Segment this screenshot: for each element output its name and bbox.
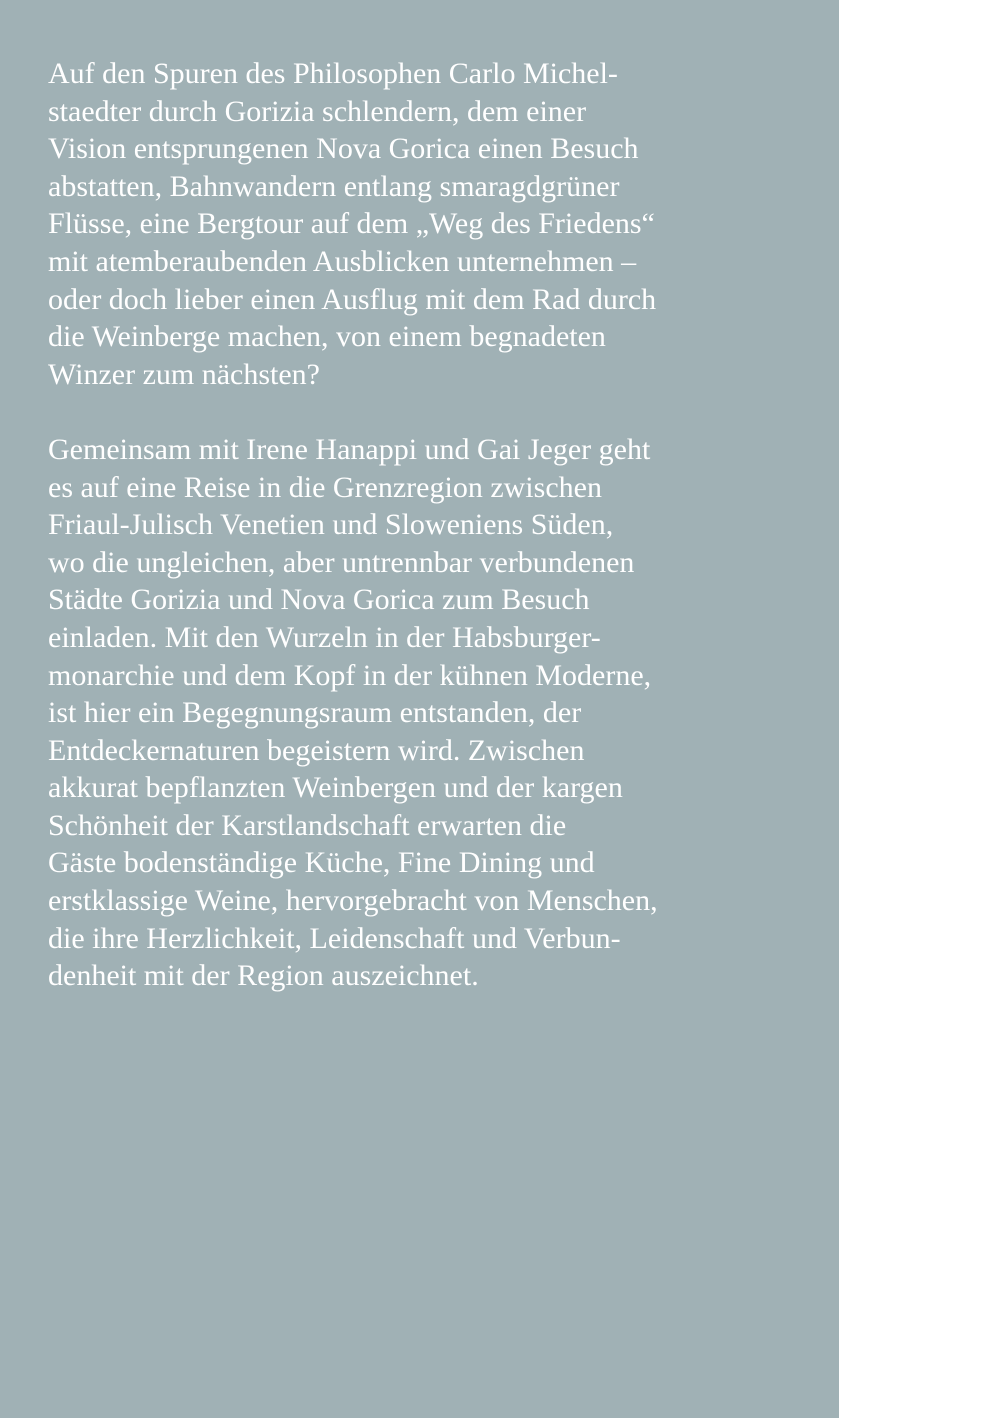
paragraph-1 <box>48 55 788 393</box>
text-line: akkurat bepflanzten Weinbergen und der kargen <box>48 771 623 805</box>
text-line: es auf eine Reise in die Grenzregion zwischen <box>48 470 602 504</box>
paragraph-gap <box>48 393 788 431</box>
text-line: erstklassige Weine, hervorgebracht von Menschen, <box>48 884 658 918</box>
text-line: Gäste bodenständige Küche, Fine Dining und <box>48 846 595 880</box>
text-line: einladen. Mit den Wurzeln in der Habsburger- <box>48 620 601 654</box>
text-line: denheit mit der Region auszeichnet. <box>48 959 479 993</box>
text-line: wo die ungleichen, aber untrennbar verbundenen <box>48 545 635 579</box>
text-line: Vision entsprungenen Nova Gorica einen Besuch <box>48 132 639 166</box>
text-line: oder doch lieber einen Ausflug mit dem Rad durch <box>48 282 657 316</box>
blurb-text <box>48 55 788 995</box>
text-line: Friaul-Julisch Venetien und Sloweniens Süden, <box>48 508 614 542</box>
text-line: Schönheit der Karstlandschaft erwarten die <box>48 808 567 842</box>
text-line: mit atemberaubenden Ausblicken unternehmen – <box>48 244 637 278</box>
text-line: Winzer zum nächsten? <box>48 357 320 391</box>
text-line: die ihre Herzlichkeit, Leidenschaft und Verbun- <box>48 921 621 955</box>
text-line: die Weinberge machen, von einem begnadeten <box>48 320 606 354</box>
text-line: staedter durch Gorizia schlendern, dem einer <box>48 94 587 128</box>
text-line: Auf den Spuren des Philosophen Carlo Michel- <box>48 57 618 90</box>
text-line: ist hier ein Begegnungsraum entstanden, der <box>48 696 582 730</box>
text-line: abstatten, Bahnwandern entlang smaragdgrüner <box>48 169 620 203</box>
text-line: Flüsse, eine Bergtour auf dem „Weg des Friedens“ <box>48 207 655 241</box>
text-line: Städte Gorizia und Nova Gorica zum Besuch <box>48 583 590 617</box>
text-line: Gemeinsam mit Irene Hanappi und Gai Jeger geht <box>48 432 651 466</box>
text-line: monarchie und dem Kopf in der kühnen Moderne, <box>48 658 652 692</box>
paragraph-2 <box>48 431 788 995</box>
text-line: Entdeckernaturen begeistern wird. Zwischen <box>48 733 585 767</box>
